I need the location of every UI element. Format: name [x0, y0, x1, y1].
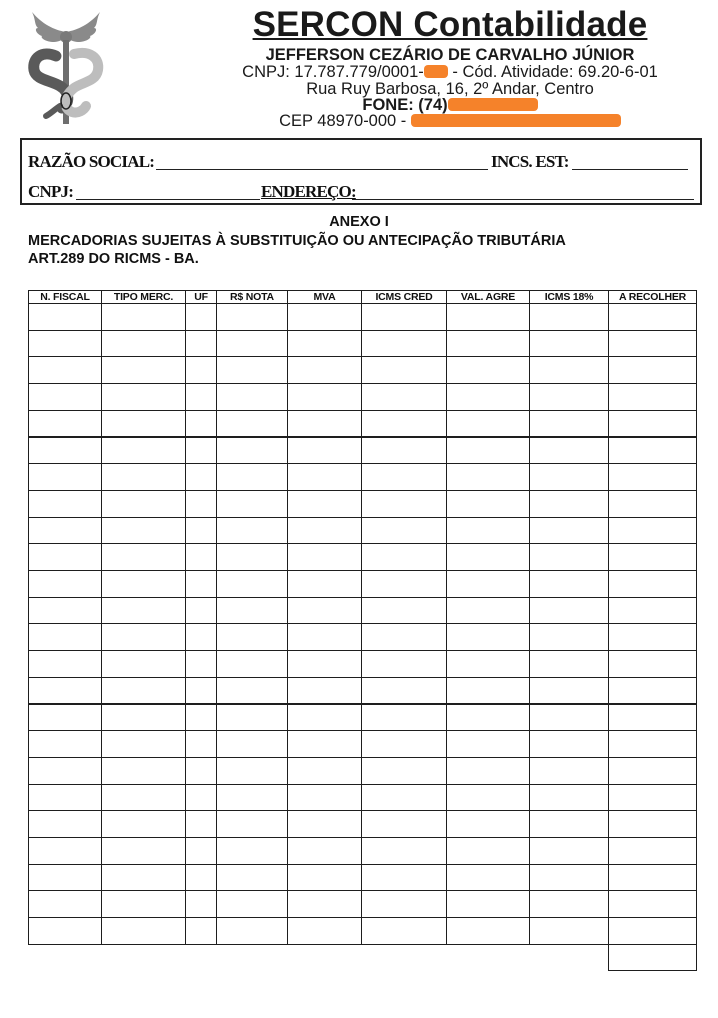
table-cell[interactable] [216, 704, 288, 732]
insc-est-field[interactable] [572, 169, 688, 170]
table-cell[interactable] [101, 677, 186, 705]
redaction-mark [411, 114, 621, 127]
table-cell[interactable] [287, 330, 362, 358]
table-cell[interactable] [446, 597, 530, 625]
razao-social-field[interactable] [156, 169, 488, 170]
table-cell[interactable] [28, 704, 102, 732]
table-cell[interactable] [28, 437, 102, 465]
table-cell[interactable] [446, 410, 530, 438]
table-cell[interactable] [185, 890, 217, 918]
table-cell[interactable] [101, 864, 186, 892]
table-cell[interactable] [361, 490, 447, 518]
table-cell[interactable] [608, 490, 697, 518]
table-cell[interactable] [529, 917, 609, 945]
table-cell[interactable] [361, 330, 447, 358]
table-cell[interactable] [28, 330, 102, 358]
table-cell[interactable] [287, 517, 362, 545]
table-cell[interactable] [361, 864, 447, 892]
table-cell[interactable] [287, 730, 362, 758]
table-cell[interactable] [28, 356, 102, 384]
table-cell[interactable] [529, 890, 609, 918]
table-cell[interactable] [28, 864, 102, 892]
table-cell[interactable] [185, 356, 217, 384]
table-cell[interactable] [529, 490, 609, 518]
table-cell[interactable] [216, 623, 288, 651]
table-cell[interactable] [446, 864, 530, 892]
table-cell[interactable] [608, 356, 697, 384]
table-cell[interactable] [216, 784, 288, 812]
table-cell[interactable] [446, 490, 530, 518]
table-cell[interactable] [216, 570, 288, 598]
table-cell[interactable] [361, 437, 447, 465]
table-cell[interactable] [529, 730, 609, 758]
table-cell[interactable] [28, 757, 102, 785]
table-cell[interactable] [608, 303, 697, 331]
table-cell[interactable] [101, 917, 186, 945]
column-header: UF [185, 290, 217, 304]
table-cell[interactable] [529, 837, 609, 865]
table-cell[interactable] [287, 757, 362, 785]
endereco-label: ENDEREÇO: [261, 182, 356, 201]
table-cell[interactable] [185, 597, 217, 625]
table-cell[interactable] [529, 623, 609, 651]
table-cell[interactable] [361, 570, 447, 598]
table-cell[interactable] [446, 757, 530, 785]
table-cell[interactable] [216, 917, 288, 945]
table-cell[interactable] [446, 837, 530, 865]
table-cell[interactable] [361, 730, 447, 758]
table-cell[interactable] [361, 917, 447, 945]
table-cell[interactable] [361, 837, 447, 865]
table-cell[interactable] [287, 650, 362, 678]
table-cell[interactable] [608, 650, 697, 678]
table-cell[interactable] [446, 356, 530, 384]
table-cell[interactable] [529, 437, 609, 465]
table-cell[interactable] [101, 570, 186, 598]
table-cell[interactable] [216, 356, 288, 384]
table-cell[interactable] [28, 410, 102, 438]
table-cell[interactable] [446, 810, 530, 838]
table-cell[interactable] [28, 303, 102, 331]
company-brand-title: SERCON Contabilidade [252, 5, 648, 44]
table-cell[interactable] [101, 437, 186, 465]
table-cell[interactable] [608, 784, 697, 812]
table-cell[interactable] [529, 303, 609, 331]
column-header: ICMS CRED [361, 290, 447, 304]
caduceus-logo-icon [24, 10, 108, 126]
table-cell[interactable] [216, 810, 288, 838]
table-cell[interactable] [185, 784, 217, 812]
table-cell[interactable] [216, 837, 288, 865]
table-cell[interactable] [101, 597, 186, 625]
table-cell[interactable] [101, 890, 186, 918]
table-cell[interactable] [446, 383, 530, 411]
table-cell[interactable] [529, 383, 609, 411]
table-cell[interactable] [361, 356, 447, 384]
table-cell[interactable] [185, 677, 217, 705]
table-cell[interactable] [101, 410, 186, 438]
column-header: A RECOLHER [608, 290, 697, 304]
table-cell[interactable] [185, 704, 217, 732]
document-subtitle: MERCADORIAS SUJEITAS À SUBSTITUIÇÃO OU ANTECIPAÇÃO TRIBUTÁRIA [28, 233, 566, 249]
table-cell[interactable] [608, 730, 697, 758]
table-cell[interactable] [216, 597, 288, 625]
table-cell[interactable] [216, 677, 288, 705]
table-cell[interactable] [529, 410, 609, 438]
table-cell[interactable] [608, 623, 697, 651]
cnpj-number: CNPJ: 17.787.779/0001- [242, 63, 424, 81]
column-header: R$ NOTA [216, 290, 288, 304]
table-cell[interactable] [608, 704, 697, 732]
table-cell[interactable] [101, 303, 186, 331]
table-cell[interactable] [185, 517, 217, 545]
table-cell[interactable] [608, 463, 697, 491]
table-cell[interactable] [287, 490, 362, 518]
table-cell[interactable] [185, 757, 217, 785]
table-cell[interactable] [361, 303, 447, 331]
table-cell[interactable] [608, 837, 697, 865]
table-cell[interactable] [287, 570, 362, 598]
table-cell[interactable] [608, 890, 697, 918]
table-cell[interactable] [287, 917, 362, 945]
table-cell[interactable] [101, 383, 186, 411]
table-cell[interactable] [446, 890, 530, 918]
company-info-form [20, 138, 702, 205]
table-cell[interactable] [529, 677, 609, 705]
table-cell[interactable] [446, 650, 530, 678]
table-cell[interactable] [287, 890, 362, 918]
table-cell[interactable] [185, 330, 217, 358]
table-cell[interactable] [529, 864, 609, 892]
table-cell[interactable] [446, 543, 530, 571]
table-cell[interactable] [28, 677, 102, 705]
table-cell[interactable] [361, 623, 447, 651]
table-cell[interactable] [185, 437, 217, 465]
cep-label: CEP 48970-000 - [279, 112, 411, 130]
table-cell[interactable] [185, 623, 217, 651]
table-cell[interactable] [287, 784, 362, 812]
table-cell[interactable] [101, 517, 186, 545]
table-cell[interactable] [287, 437, 362, 465]
table-cell[interactable] [216, 757, 288, 785]
table-cell[interactable] [608, 677, 697, 705]
table-cell[interactable] [28, 623, 102, 651]
column-header: VAL. AGRE [446, 290, 530, 304]
table-cell[interactable] [287, 704, 362, 732]
table-cell[interactable] [361, 650, 447, 678]
redaction-mark [448, 98, 538, 111]
table-cell[interactable] [529, 517, 609, 545]
razao-social-label: RAZÃO SOCIAL: [28, 152, 155, 171]
table-cell[interactable] [101, 704, 186, 732]
table-cell[interactable] [216, 650, 288, 678]
table-cell[interactable] [185, 463, 217, 491]
table-cell[interactable] [361, 543, 447, 571]
table-cell[interactable] [446, 570, 530, 598]
table-cell[interactable] [287, 623, 362, 651]
table-cell[interactable] [446, 677, 530, 705]
table-cell[interactable] [608, 437, 697, 465]
table-cell[interactable] [101, 650, 186, 678]
table-cell[interactable] [529, 650, 609, 678]
table-cell[interactable] [608, 864, 697, 892]
table-cell[interactable] [185, 303, 217, 331]
table-cell[interactable] [608, 757, 697, 785]
table-cell[interactable] [287, 463, 362, 491]
insc-est-label: INCS. EST: [491, 152, 569, 171]
table-cell[interactable] [216, 330, 288, 358]
table-cell[interactable] [185, 410, 217, 438]
table-cell[interactable] [216, 864, 288, 892]
table-cell[interactable] [216, 490, 288, 518]
table-cell[interactable] [185, 917, 217, 945]
table-cell[interactable] [101, 330, 186, 358]
table-cell[interactable] [28, 890, 102, 918]
table-cell[interactable] [608, 597, 697, 625]
table-cell[interactable] [446, 730, 530, 758]
table-cell[interactable] [185, 490, 217, 518]
table-cell[interactable] [185, 650, 217, 678]
table-cell[interactable] [287, 543, 362, 571]
table-cell[interactable] [361, 383, 447, 411]
company-address: Rua Ruy Barbosa, 16, 2º Andar, Centro [306, 80, 594, 98]
table-cell[interactable] [28, 463, 102, 491]
table-cell[interactable] [216, 517, 288, 545]
table-cell[interactable] [287, 864, 362, 892]
column-header: N. FISCAL [28, 290, 102, 304]
table-cell[interactable] [529, 704, 609, 732]
table-cell[interactable] [529, 356, 609, 384]
owner-name: JEFFERSON CEZÁRIO DE CARVALHO JÚNIOR [265, 46, 635, 64]
table-cell[interactable] [101, 623, 186, 651]
table-cell[interactable] [28, 810, 102, 838]
table-cell[interactable] [529, 543, 609, 571]
table-cell[interactable] [446, 704, 530, 732]
table-cell[interactable] [446, 330, 530, 358]
table-cell[interactable] [446, 463, 530, 491]
table-cell[interactable] [361, 677, 447, 705]
table-cell[interactable] [28, 517, 102, 545]
table-cell[interactable] [216, 410, 288, 438]
column-header: ICMS 18% [529, 290, 609, 304]
table-cell[interactable] [216, 383, 288, 411]
table-cell[interactable] [529, 784, 609, 812]
table-cell[interactable] [185, 837, 217, 865]
legal-reference: ART.289 DO RICMS - BA. [28, 251, 199, 267]
table-cell[interactable] [529, 570, 609, 598]
company-cep [190, 111, 710, 131]
table-cell[interactable] [446, 437, 530, 465]
table-cell[interactable] [287, 383, 362, 411]
table-cell[interactable] [28, 730, 102, 758]
table-cell[interactable] [361, 410, 447, 438]
table-cell[interactable] [361, 890, 447, 918]
table-cell[interactable] [287, 356, 362, 384]
table-cell[interactable] [608, 570, 697, 598]
table-cell[interactable] [216, 437, 288, 465]
endereco-field[interactable] [352, 199, 694, 200]
table-cell[interactable] [529, 757, 609, 785]
cnpj-field[interactable] [76, 199, 260, 200]
table-cell[interactable] [28, 917, 102, 945]
table-cell[interactable] [446, 623, 530, 651]
table-cell[interactable] [101, 730, 186, 758]
table-cell[interactable] [529, 463, 609, 491]
cnpj-label: CNPJ: [28, 182, 74, 201]
table-cell[interactable] [608, 383, 697, 411]
redaction-mark [424, 65, 448, 78]
table-cell[interactable] [608, 517, 697, 545]
table-cell[interactable] [446, 917, 530, 945]
table-cell[interactable] [216, 463, 288, 491]
table-cell[interactable] [101, 784, 186, 812]
table-cell[interactable] [361, 784, 447, 812]
table-cell[interactable] [28, 650, 102, 678]
table-cell[interactable] [446, 517, 530, 545]
table-cell[interactable] [101, 356, 186, 384]
table-cell[interactable] [28, 784, 102, 812]
table-cell[interactable] [608, 543, 697, 571]
table-cell[interactable] [185, 570, 217, 598]
table-cell[interactable] [287, 597, 362, 625]
table-cell[interactable] [287, 810, 362, 838]
column-header: MVA [287, 290, 362, 304]
table-cell[interactable] [216, 890, 288, 918]
table-cell[interactable] [287, 303, 362, 331]
table-cell[interactable] [185, 810, 217, 838]
table-cell[interactable] [361, 597, 447, 625]
table-cell[interactable] [361, 704, 447, 732]
table-cell[interactable] [101, 490, 186, 518]
table-cell[interactable] [101, 810, 186, 838]
table-cell[interactable] [185, 383, 217, 411]
table-cell[interactable] [361, 517, 447, 545]
table-cell[interactable] [361, 757, 447, 785]
table-cell[interactable] [216, 543, 288, 571]
table-cell[interactable] [101, 463, 186, 491]
table-cell[interactable] [28, 570, 102, 598]
table-cell[interactable] [28, 837, 102, 865]
table-cell[interactable] [28, 543, 102, 571]
table-cell[interactable] [185, 543, 217, 571]
table-cell[interactable] [529, 597, 609, 625]
table-cell[interactable] [608, 810, 697, 838]
table-cell[interactable] [529, 330, 609, 358]
column-header: TIPO MERC. [101, 290, 186, 304]
table-cell[interactable] [101, 837, 186, 865]
table-cell[interactable] [608, 330, 697, 358]
table-cell[interactable] [101, 543, 186, 571]
table-cell[interactable] [101, 757, 186, 785]
table-cell[interactable] [608, 410, 697, 438]
table-cell[interactable] [216, 303, 288, 331]
table-cell[interactable] [361, 463, 447, 491]
table-cell[interactable] [28, 383, 102, 411]
table-cell[interactable] [446, 303, 530, 331]
table-cell[interactable] [287, 837, 362, 865]
table-cell[interactable] [216, 730, 288, 758]
annex-title: ANEXO I [329, 214, 389, 230]
table-cell[interactable] [446, 784, 530, 812]
table-cell[interactable] [28, 490, 102, 518]
table-cell[interactable] [361, 810, 447, 838]
total-recolher-cell[interactable] [608, 944, 697, 972]
table-cell[interactable] [185, 730, 217, 758]
table-cell[interactable] [287, 677, 362, 705]
activity-code: - Cód. Atividade: 69.20-6-01 [447, 63, 658, 81]
table-cell[interactable] [28, 597, 102, 625]
phone-label: FONE: (74) [362, 96, 448, 114]
table-cell[interactable] [529, 810, 609, 838]
table-cell[interactable] [608, 917, 697, 945]
table-cell[interactable] [185, 864, 217, 892]
table-cell[interactable] [287, 410, 362, 438]
